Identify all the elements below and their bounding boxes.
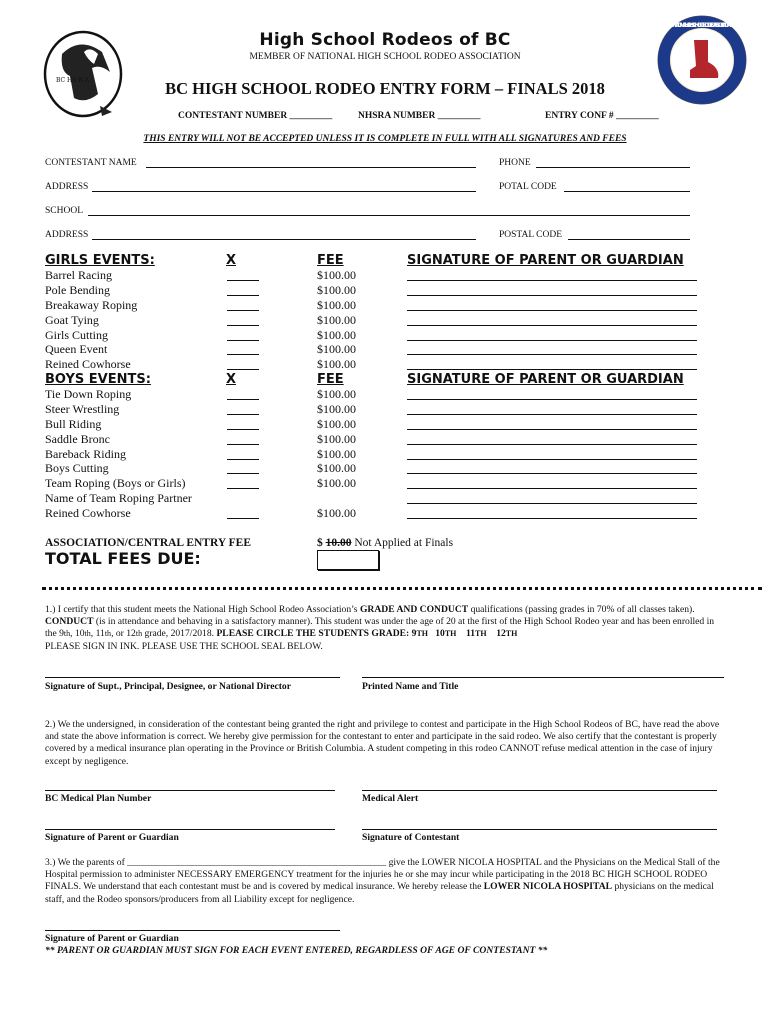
event-row <box>45 313 705 328</box>
contestant-signature-line[interactable] <box>362 829 717 830</box>
section3-text <box>45 857 720 906</box>
event-row <box>45 387 705 402</box>
event-name: Tie Down Roping <box>45 387 132 401</box>
section1-text-a: 1.) I certify that this student meets the National High School Rodeo Association’s <box>45 604 358 615</box>
nhsra-number-field[interactable]: NHSRA NUMBER _________ <box>358 111 481 121</box>
potal-code-label: POTAL CODE <box>499 182 557 192</box>
girls-x-heading: X <box>226 253 237 268</box>
event-row <box>45 268 705 283</box>
event-select-box[interactable] <box>227 315 259 326</box>
postal-code-label: POSTAL CODE <box>499 230 563 240</box>
warning-text: THIS ENTRY WILL NOT BE ACCEPTED UNLESS IT IS COMPLETE IN FULL WITH ALL SIGNATURES AND FEES <box>143 134 627 144</box>
event-name: Goat Tying <box>45 312 99 327</box>
event-fee: $100.00 <box>317 506 356 521</box>
sign-ink-note: PLEASE SIGN IN INK. PLEASE USE THE SCHOOL SEAL BELOW. <box>45 640 323 652</box>
event-select-box[interactable] <box>227 463 259 474</box>
event-fee: $100.00 <box>317 461 356 476</box>
contestant-number-field[interactable]: CONTESTANT NUMBER _________ <box>178 111 333 121</box>
potal-code-input[interactable] <box>564 191 690 192</box>
association-fee-amount: 10.00 <box>325 537 352 549</box>
event-signature-line[interactable] <box>407 399 697 400</box>
event-name: Bareback Riding <box>45 446 126 461</box>
event-row <box>45 447 705 462</box>
event-row <box>45 328 705 343</box>
grade-11[interactable]: 11 <box>465 628 476 640</box>
event-fee: $100.00 <box>317 357 356 372</box>
association-fee-value <box>317 537 453 549</box>
event-fee: $100.00 <box>317 268 356 282</box>
address-input[interactable] <box>92 191 476 192</box>
event-name: Barrel Racing <box>45 268 112 282</box>
sup-th-10: th <box>84 629 91 639</box>
grade-9-th: TH <box>416 629 429 639</box>
org-title: High School Rodeos of BC <box>259 30 511 50</box>
association-fee-dollar: $ <box>317 537 323 549</box>
total-fees-label: TOTAL FEES DUE: <box>45 549 201 568</box>
boys-sig-heading: SIGNATURE OF PARENT OR GUARDIAN <box>407 372 684 387</box>
event-signature-line[interactable] <box>407 473 697 474</box>
section1-text-f: , or 12 <box>111 628 136 640</box>
member-line: MEMBER OF NATIONAL HIGH SCHOOL RODEO ASSOCIATION <box>249 52 521 62</box>
event-select-box[interactable] <box>227 434 259 445</box>
event-fee: $100.00 <box>317 342 356 357</box>
event-signature-line[interactable] <box>407 444 697 445</box>
contestant-name-input[interactable] <box>146 167 476 168</box>
boys-events-heading: BOYS EVENTS: <box>45 372 151 387</box>
printed-name-line[interactable] <box>362 677 724 678</box>
event-name: Queen Event <box>45 342 108 357</box>
form-title: BC HIGH SCHOOL RODEO ENTRY FORM – FINALS 2018 <box>165 79 605 98</box>
supt-signature-line[interactable] <box>45 677 340 678</box>
girls-events-list <box>45 268 705 372</box>
section1-text-d: , 10 <box>70 628 85 640</box>
event-signature-line[interactable] <box>407 459 697 460</box>
event-row <box>45 283 705 298</box>
event-signature-line[interactable] <box>407 295 697 296</box>
printed-name-label: Printed Name and Title <box>362 681 459 692</box>
bc-medical-line[interactable] <box>45 790 335 791</box>
event-fee: $100.00 <box>317 312 356 327</box>
event-signature-line[interactable] <box>407 518 697 519</box>
event-row <box>45 461 705 476</box>
grade-10-th: TH <box>444 629 457 639</box>
event-row <box>45 506 705 521</box>
contestant-name-label: CONTESTANT NAME <box>45 158 137 168</box>
bc-medical-label: BC Medical Plan Number <box>45 793 152 804</box>
postal-code-input[interactable] <box>568 239 690 240</box>
event-row <box>45 476 705 491</box>
event-select-box[interactable] <box>227 389 259 400</box>
sup-th-12: th <box>135 629 143 639</box>
event-row <box>45 491 705 506</box>
conduct-bold: CONDUCT <box>45 616 94 628</box>
event-fee: $100.00 <box>317 327 356 342</box>
address2-input[interactable] <box>92 239 476 240</box>
section1-text-b: qualifications (passing grades in 70% of all classes taken). <box>470 604 695 615</box>
sup-th-9: th <box>63 629 71 639</box>
contestant-signature-label: Signature of Contestant <box>362 832 460 843</box>
section1-text <box>45 604 720 653</box>
girls-events-heading: GIRLS EVENTS: <box>45 253 155 268</box>
section2-text: 2.) We the undersigned, in consideration of the contestant being granted the right and privilege to contest and participate in the High School Rodeos of BC, have read the above and state the above information is correct. We hereby give permission for the contestant to enter and participate in the said rodeo. We also certify that the contestant is properly covered by a medical insurance plan operating in the Province or British Columbia. A student competing in this rodeo CANNOT refuse medical attention in the case of injury except by negligence. <box>45 719 720 767</box>
event-select-box[interactable] <box>227 300 259 311</box>
section1-text-e: , 11 <box>90 628 105 640</box>
dotted-divider <box>42 587 762 590</box>
grade-12[interactable]: 12 <box>496 628 506 640</box>
event-fee: $100.00 <box>317 446 356 461</box>
event-row <box>45 417 705 432</box>
entry-conf-field[interactable]: ENTRY CONF # _________ <box>545 111 659 121</box>
parent-signature-line[interactable] <box>45 829 335 830</box>
event-select-box[interactable] <box>227 330 259 341</box>
event-fee: $100.00 <box>317 416 356 431</box>
event-select-box[interactable] <box>227 419 259 430</box>
section3-text-b: physicians on the medical staff, and the Rodeo sponsors/producers from all Liability except for negligence. <box>45 881 714 905</box>
event-select-box[interactable] <box>227 359 259 370</box>
parent-sign-note: ** PARENT OR GUARDIAN MUST SIGN FOR EACH EVENT ENTERED, REGARDLESS OF AGE OF CONTESTANT ** <box>45 945 548 956</box>
event-signature-line[interactable] <box>407 340 697 341</box>
event-fee: $100.00 <box>317 387 356 401</box>
association-fee-label: ASSOCIATION/CENTRAL ENTRY FEE <box>45 537 252 549</box>
event-row <box>45 298 705 313</box>
parent-signature-label: Signature of Parent or Guardian <box>45 832 179 843</box>
event-name: Saddle Bronc <box>45 431 110 446</box>
medical-alert-line[interactable] <box>362 790 717 791</box>
event-signature-line[interactable] <box>407 354 697 355</box>
school-input[interactable] <box>88 215 690 216</box>
event-name: Girls Cutting <box>45 327 109 342</box>
event-signature-line[interactable] <box>407 414 697 415</box>
event-signature-line[interactable] <box>407 280 697 281</box>
hospital-bold: LOWER NICOLA HOSPITAL <box>483 881 613 893</box>
event-select-box[interactable] <box>227 478 259 489</box>
event-signature-line[interactable] <box>407 488 697 489</box>
event-select-box[interactable] <box>227 285 259 296</box>
event-select-box[interactable] <box>227 270 259 281</box>
event-name: Reined Cowhorse <box>45 506 131 521</box>
event-signature-line[interactable] <box>407 325 697 326</box>
event-name: Pole Bending <box>45 282 110 297</box>
event-fee: $100.00 <box>317 297 356 312</box>
event-select-box[interactable] <box>227 508 259 519</box>
event-signature-line[interactable] <box>407 503 697 504</box>
event-select-box[interactable] <box>227 404 259 415</box>
address2-label: ADDRESS <box>45 230 89 240</box>
girls-sig-heading: SIGNATURE OF PARENT OR GUARDIAN <box>407 253 684 268</box>
section3-parent-signature-label: Signature of Parent or Guardian <box>45 933 179 944</box>
medical-alert-label: Medical Alert <box>362 793 419 804</box>
event-row <box>45 402 705 417</box>
event-name: Breakaway Roping <box>45 297 138 312</box>
event-signature-line[interactable] <box>407 310 697 311</box>
event-fee: $100.00 <box>317 282 356 297</box>
event-fee: $100.00 <box>317 476 356 491</box>
phone-input[interactable] <box>536 167 690 168</box>
event-name: Steer Wrestling <box>45 401 120 416</box>
event-row <box>45 342 705 357</box>
event-signature-line[interactable] <box>407 429 697 430</box>
event-fee: $100.00 <box>317 431 356 446</box>
section1-text-g: grade, 2017/2018. <box>144 628 215 640</box>
event-name: Bull Riding <box>45 416 102 431</box>
event-signature-line[interactable] <box>407 369 697 370</box>
total-fees-box[interactable] <box>317 550 379 570</box>
section3-parent-signature-line[interactable] <box>45 930 340 931</box>
left-logo-letters: BC HS R A <box>56 77 90 84</box>
girls-fee-heading: FEE <box>317 253 344 268</box>
event-name: Team Roping (Boys or Girls) <box>45 476 186 491</box>
grade-10[interactable]: 10 <box>435 628 445 640</box>
right-logo-text: NATIONAL HIGH SCHOOL RODEO ASSOCIATION <box>672 21 732 29</box>
boys-fee-heading: FEE <box>317 372 344 387</box>
association-fee-note: Not Applied at Finals <box>354 537 454 549</box>
event-select-box[interactable] <box>227 344 259 355</box>
event-name: Boys Cutting <box>45 461 109 476</box>
grade-conduct-bold: GRADE AND CONDUCT <box>359 604 469 615</box>
supt-signature-label: Signature of Supt., Principal, Designee, or National Director <box>45 681 291 692</box>
event-fee: $100.00 <box>317 401 356 416</box>
boys-events-list <box>45 387 705 521</box>
event-row <box>45 357 705 372</box>
grade-11-th: TH <box>475 629 487 639</box>
grade-12-th: TH <box>505 629 518 639</box>
school-label: SCHOOL <box>45 206 84 216</box>
boys-x-heading: X <box>226 372 237 387</box>
event-name: Name of Team Roping Partner <box>45 491 192 506</box>
phone-label: PHONE <box>499 158 531 168</box>
circle-grade-line <box>216 628 517 639</box>
sup-th-11: th <box>104 629 112 639</box>
event-row <box>45 432 705 447</box>
section1-text-c: (is in attendance and behaving in a satisfactory manner). This student was under the age of 20 at the first of the High School Rodeo year and has been enrolled in the 9 <box>45 616 715 640</box>
circle-grade-label: PLEASE CIRCLE THE STUDENTS GRADE: 9 <box>216 628 417 640</box>
address-label: ADDRESS <box>45 182 89 192</box>
event-name: Reined Cowhorse <box>45 357 131 372</box>
section3-text-a: 3.) We the parents of ______________________________________________________ give the LOWER NICOLA HOSPITAL and the Physicians on the Medical Stall of the Hospital permission to administer NECESSARY EMERGENCY treatment for the injuries he or she may incur while participating in the 2018 BC HIGH SCHOOL RODEO FINALS. We understand that each contestant must be and is covered by medical insurance. We hereby release the <box>45 857 720 893</box>
event-select-box[interactable] <box>227 449 259 460</box>
